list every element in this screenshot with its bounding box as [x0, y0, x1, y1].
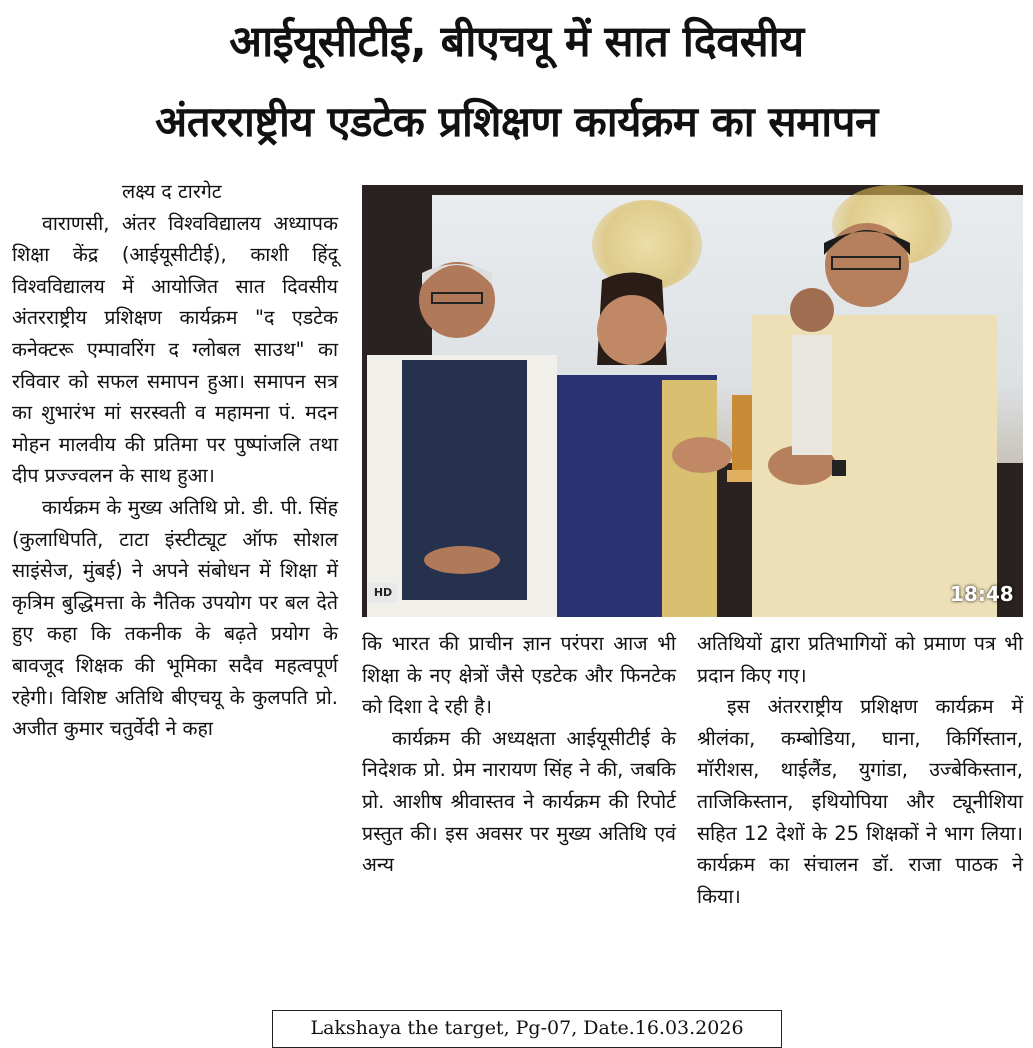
people-illustration: [362, 185, 1023, 617]
article-paragraph: कार्यक्रम के मुख्य अतिथि प्रो. डी. पी. सिंह (कुलाधिपति, टाटा इंस्टीट्यूट ऑफ सोशल साइंसेज, मुंबई) ने अपने संबोधन में शिक्षा में कृत्रिम बुद्धिमत्ता के नैतिक उपयोग पर बल देते हुए कहा कि तकनीक के बढ़ते प्रयोग के बावजूद शिक्षक की भूमिका सदैव महत्वपूर्ण रहेगी। विशिष्ट अतिथि बीएचयू के कुलपति प्रो. अजीत कुमार चतुर्वेदी ने कहा: [12, 495, 338, 741]
video-timecode: 18:48: [950, 582, 1014, 606]
article-paragraph: कि भारत की प्राचीन ज्ञान परंपरा आज भी शिक्षा के नए क्षेत्रों जैसे एडटेक और फिनटेक को दिशा दे रही है।: [362, 632, 676, 719]
person-middle: [557, 273, 732, 618]
source-caption: Lakshaya the target, Pg-07, Date.16.03.2026: [272, 1010, 782, 1048]
article-paragraph: इस अंतरराष्ट्रीय प्रशिक्षण कार्यक्रम में श्रीलंका, कम्बोडिया, घाना, किर्गिस्तान, मॉरीशस, थाईलैंड, युगांडा, उज्बेकिस्तान, ताजिकिस्तान, इथियोपिया और ट्यूनीशिया सहित 12 देशों के 25 शिक्षकों ने भाग लिया। कार्यक्रम का संचालन डॉ. राजा पाठक ने किया।: [697, 695, 1023, 908]
article-column-3: [697, 628, 1023, 912]
event-photo: [362, 185, 1023, 617]
article-column-2: [362, 628, 676, 881]
article-paragraph: अतिथियों द्वारा प्रतिभागियों को प्रमाण पत्र भी प्रदान किए गए।: [697, 632, 1023, 687]
byline: लक्ष्य द टारगेट: [122, 180, 222, 203]
article-paragraph: कार्यक्रम की अध्यक्षता आईयूसीटीई के निदेशक प्रो. प्रेम नारायण सिंह ने की, जबकि प्रो. आशीष श्रीवास्तव ने कार्यक्रम की रिपोर्ट प्रस्तुत की। इस अवसर पर मुख्य अतिथि एवं अन्य: [362, 726, 677, 877]
article-paragraph: वाराणसी, अंतर विश्वविद्यालय अध्यापक शिक्षा केंद्र (आईयूसीटीई), काशी हिंदू विश्वविद्यालय में आयोजित सात दिवसीय अंतरराष्ट्रीय प्रशिक्षण कार्यक्रम "द एडटेक कनेक्टरू एम्पावरिंग द ग्लोबल साउथ" का रविवार को सफल समापन हुआ। समापन सत्र का शुभारंभ मां सरस्वती व महामना पं. मदन मोहन मालवीय की प्रतिमा पर पुष्पांजलि तथा दीप प्रज्ज्वलन के साथ हुआ।: [12, 211, 338, 488]
person-left: [367, 262, 557, 617]
headline-line-2: अंतरराष्ट्रीय एडटेक प्रशिक्षण कार्यक्रम का समापन: [155, 97, 878, 146]
article-column-1: [12, 176, 338, 745]
person-background: [790, 288, 834, 455]
person-right: [752, 223, 997, 617]
hd-badge: HD: [368, 583, 398, 603]
headline-line-1: आईयूसीटीई, बीएचयू में सात दिवसीय: [229, 17, 804, 67]
